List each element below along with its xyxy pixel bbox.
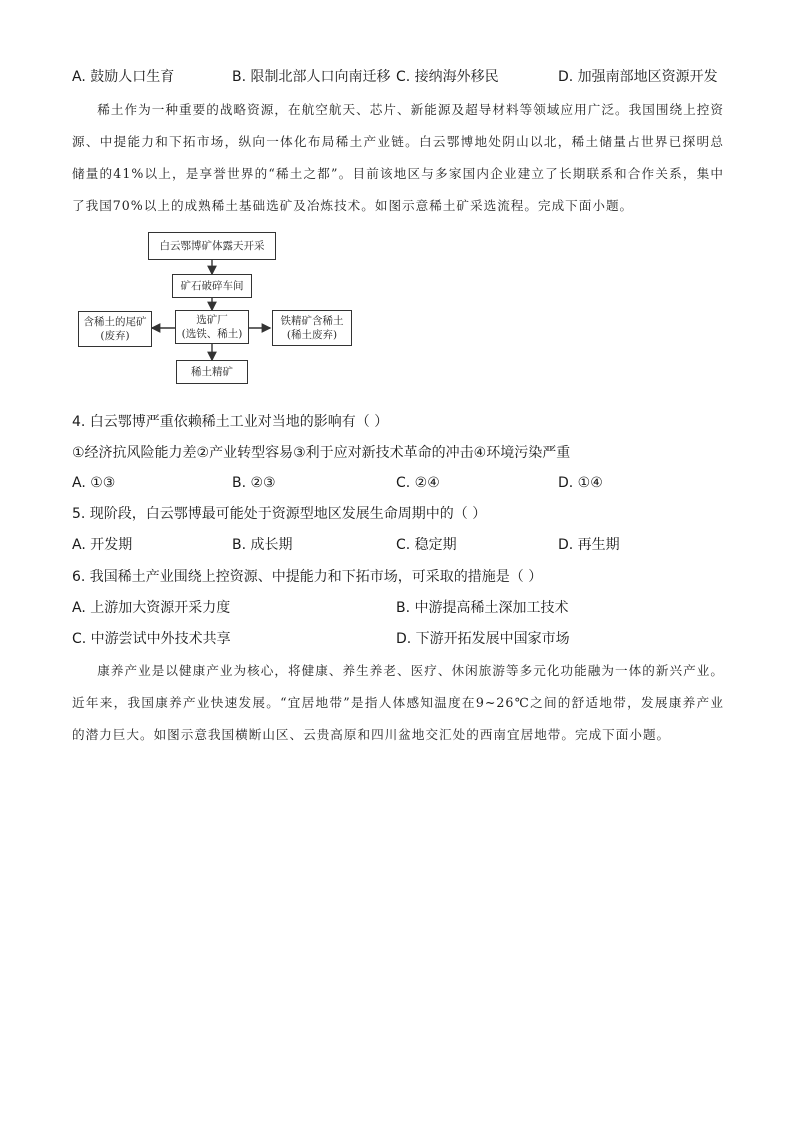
box-rare-earth-concentrate: 稀土精矿 bbox=[176, 360, 248, 384]
q4-option-a: A. ①③ bbox=[72, 475, 116, 491]
box-open-pit-mining: 白云鄂博矿体露天开采 bbox=[148, 232, 276, 260]
box-tailings: 含稀土的尾矿 (废弃) bbox=[78, 311, 152, 347]
q3-option-b: B. 限制北部人口向南迁移 bbox=[232, 69, 391, 85]
q5-option-b: B. 成长期 bbox=[232, 537, 293, 553]
box-crushing-workshop: 矿石破碎车间 bbox=[172, 274, 252, 298]
q6-option-a: A. 上游加大资源开采力度 bbox=[72, 600, 231, 616]
box-iron-concentrate: 铁精矿含稀土 (稀土废弃) bbox=[272, 310, 352, 346]
passage-rare-earth: 稀土作为一种重要的战略资源，在航空航天、芯片、新能源及超导材料等领域应用广泛。我国围绕上控资源、中提能力和下拓市场，纵向一体化布局稀土产业链。白云鄂博地处阴山以北，稀土储量占世界已探明总储量的41%以上，是享誉世界的“稀土之都”。目前该地区与多家国内企业建立了长期联系和合作关系，集中了我国70%以上的成熟稀土基础选矿及冶炼技术。如图示意稀土矿采选流程。完成下面小题。 bbox=[72, 102, 724, 213]
q4-option-d: D. ①④ bbox=[558, 475, 603, 491]
q3-option-a: A. 鼓励人口生育 bbox=[72, 69, 175, 85]
q3-option-d: D. 加强南部地区资源开发 bbox=[558, 69, 718, 85]
q4-statements: ①经济抗风险能力差②产业转型容易③利于应对新技术革命的冲击④环境污染严重 bbox=[72, 445, 571, 461]
q4-stem: 4. 白云鄂博严重依赖稀土工业对当地的影响有（ ） bbox=[72, 414, 389, 430]
rare-earth-flow-diagram bbox=[72, 228, 372, 388]
q4-option-c: C. ②④ bbox=[396, 475, 440, 491]
q6-option-d: D. 下游开拓发展中国家市场 bbox=[396, 631, 570, 647]
q5-option-a: A. 开发期 bbox=[72, 537, 133, 553]
box-beneficiation-plant: 选矿厂 (选铁、稀土) bbox=[175, 310, 249, 344]
q5-option-d: D. 再生期 bbox=[558, 537, 620, 553]
q4-option-b: B. ②③ bbox=[232, 475, 276, 491]
q5-stem: 5. 现阶段，白云鄂博最可能处于资源型地区发展生命周期中的（ ） bbox=[72, 506, 487, 522]
q6-option-c: C. 中游尝试中外技术共享 bbox=[72, 631, 231, 647]
q6-stem: 6. 我国稀土产业围绕上控资源、中提能力和下拓市场，可采取的措施是（ ） bbox=[72, 569, 543, 585]
q3-option-c: C. 接纳海外移民 bbox=[396, 69, 499, 85]
q5-option-c: C. 稳定期 bbox=[396, 537, 457, 553]
passage-wellness-industry: 康养产业是以健康产业为核心，将健康、养生养老、医疗、休闲旅游等多元化功能融为一体的新兴产业。近年来，我国康养产业快速发展。“宜居地带”是指人体感知温度在9~26℃之间的舒适地带，发展康养产业的潜力巨大。如图示意我国横断山区、云贵高原和四川盆地交汇处的西南宜居地带。完成下面小题。 bbox=[72, 663, 724, 742]
q6-option-b: B. 中游提高稀土深加工技术 bbox=[396, 600, 569, 616]
